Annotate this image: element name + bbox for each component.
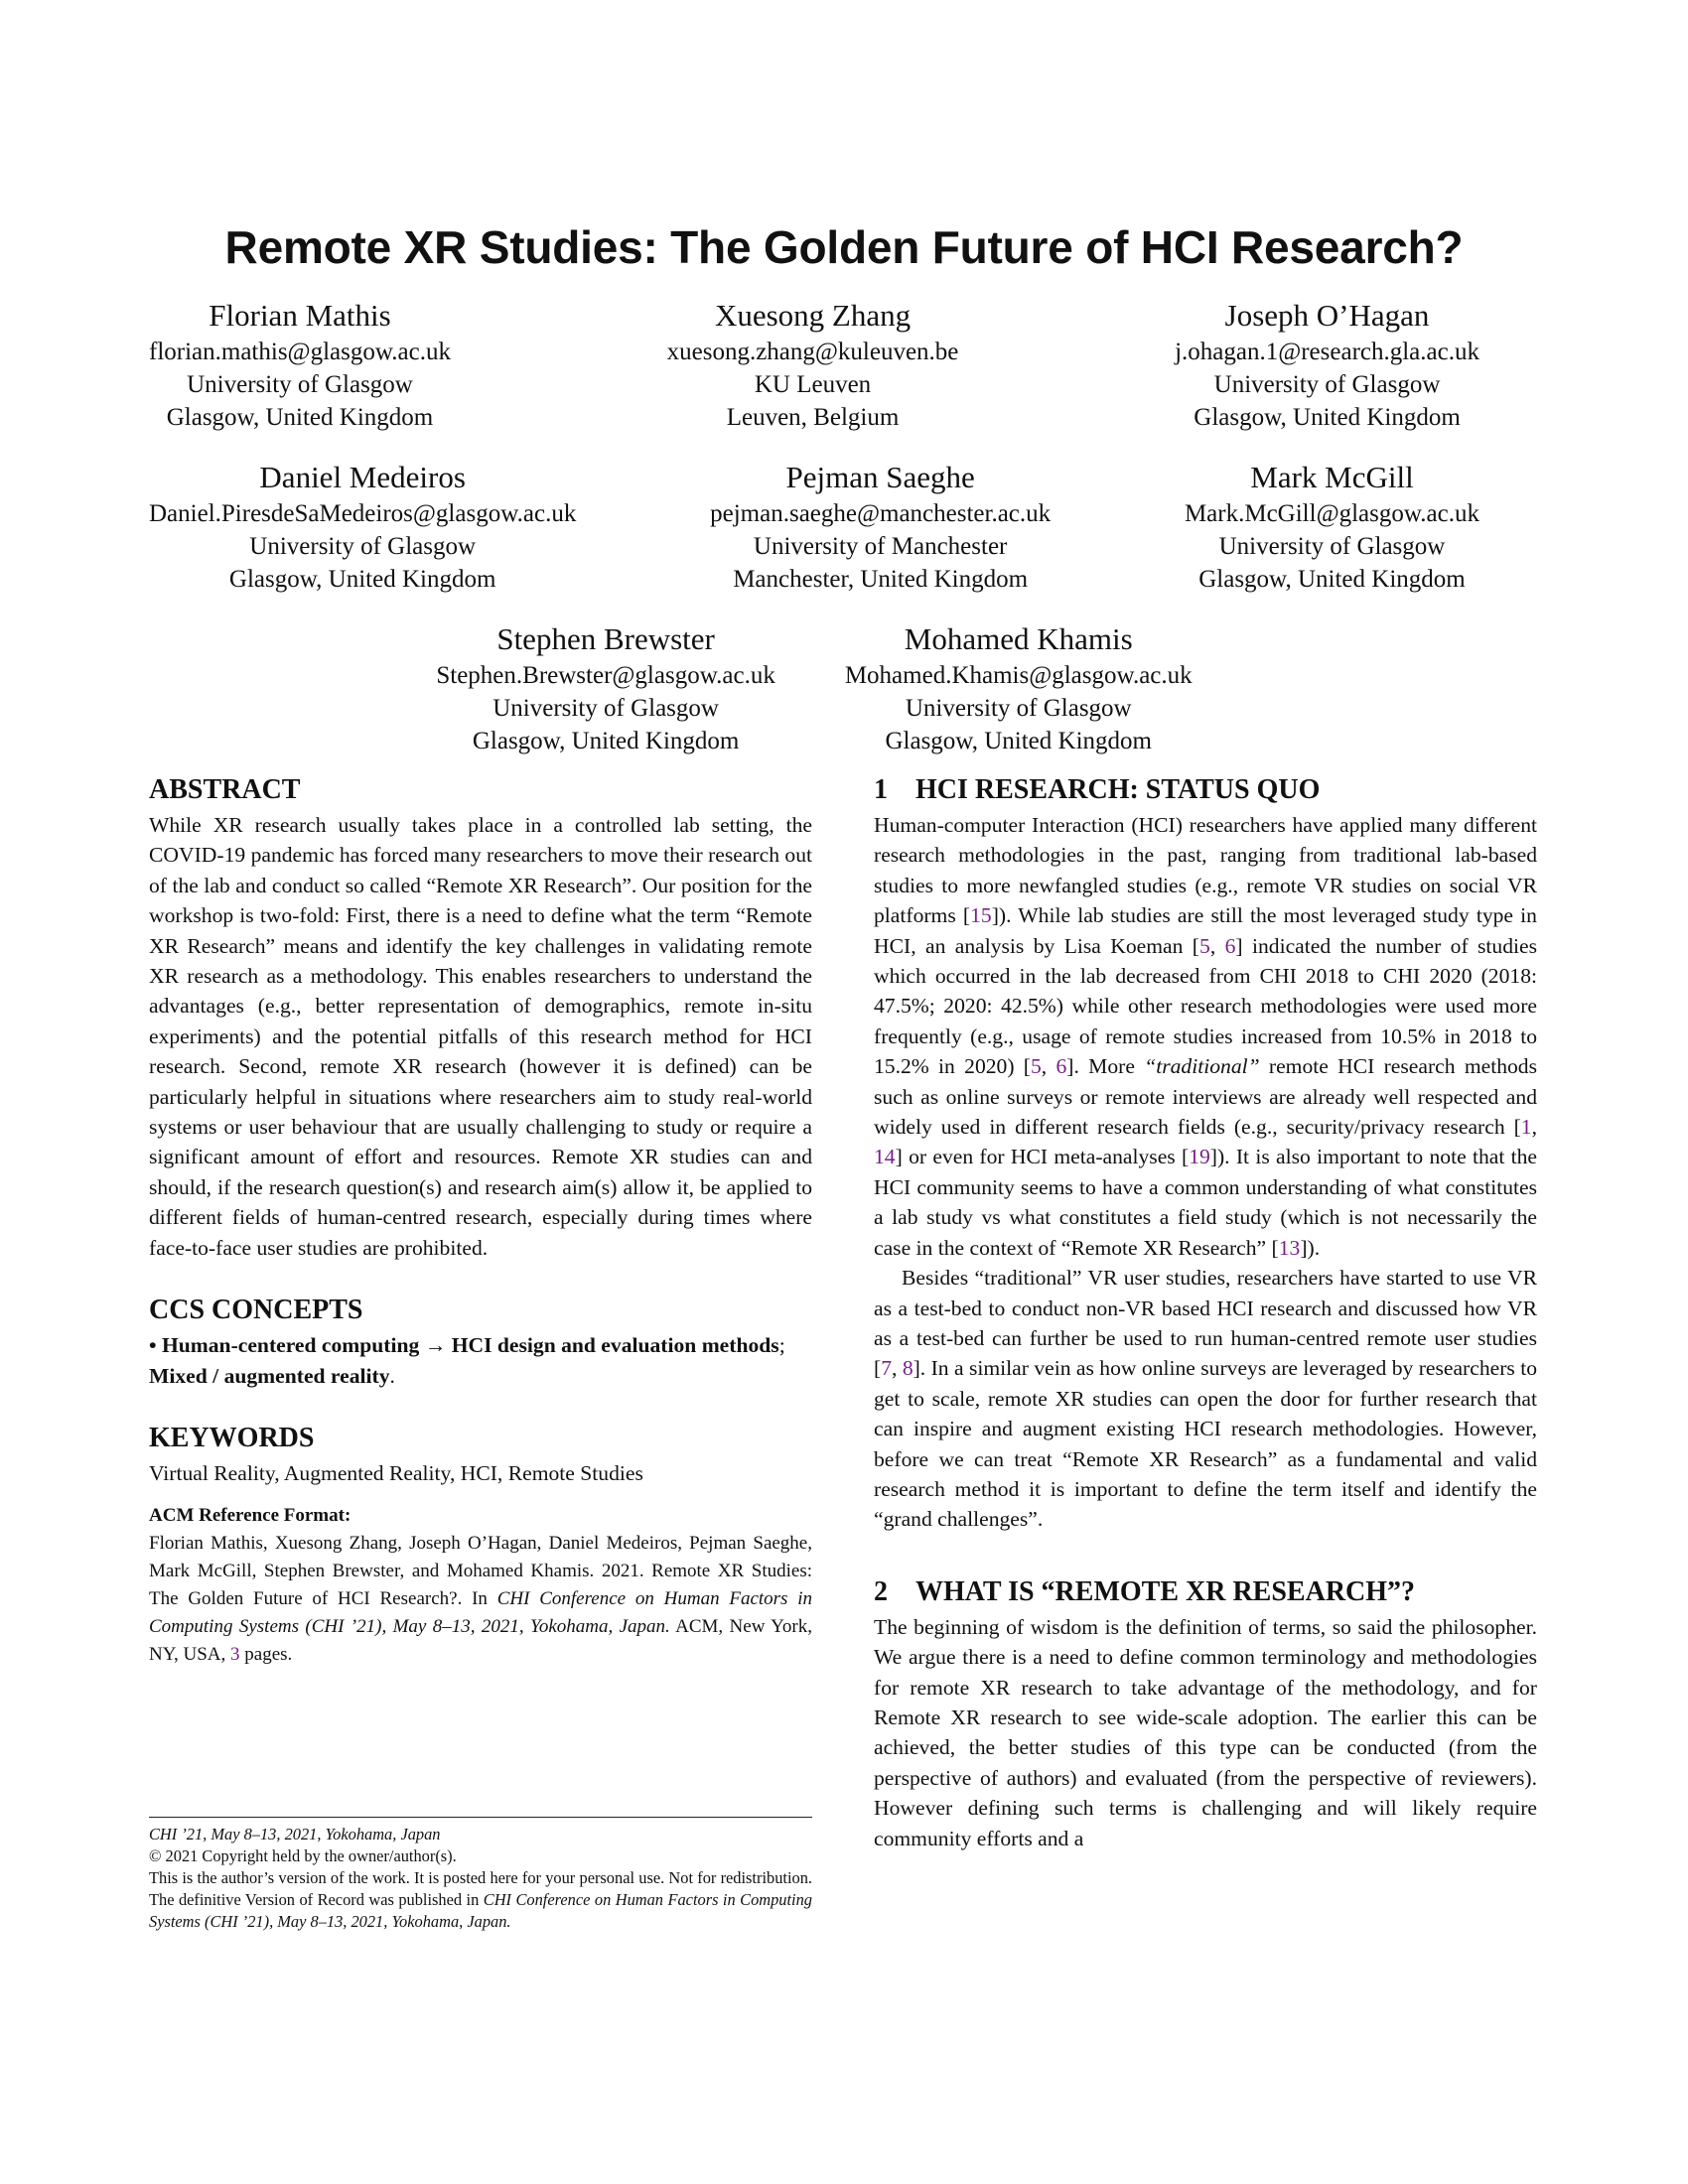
author-row — [149, 458, 1479, 596]
section-title: HCI RESEARCH: STATUS QUO — [915, 774, 1321, 805]
author-entry — [1175, 296, 1479, 434]
author-location: Glasgow, United Kingdom — [228, 566, 496, 593]
citation-link[interactable]: 15 — [970, 903, 992, 928]
text-run: ]. In a similar vein as how online surveys are leveraged by researchers to get to scale, remote XR studies can open the door for further research that can inspire and augment existing HCI research methodologies. However, before we can treat “Remote XR Research” as a fundamental and valid research method it is important to define the term itself and identify the “grand challenges”. — [874, 1356, 1538, 1532]
text-run: ] indicated the number of studies which occurred in the lab decreased from CHI 2018 to CHI 2020 (2018: 47.5%; 2020: 42.5%) while other research methodologies were used more frequently (e.g., usage of remote studies increased from 10.5% in 2018 to 15.2% in 2020) [ — [874, 933, 1538, 1079]
author-name: Joseph O’Hagan — [1224, 298, 1430, 333]
author-affiliation: University of Glasgow — [905, 695, 1132, 722]
text-run: ]). While lab studies are still the most leveraged study type in HCI, an analysis by Lisa Koeman [ — [874, 903, 1537, 958]
citation-link[interactable]: 1 — [1520, 1115, 1532, 1140]
abstract-heading: ABSTRACT — [149, 774, 301, 805]
author-email[interactable]: j.ohagan.1@research.gla.ac.uk — [1175, 339, 1479, 365]
ccs-concept: Mixed / augmented reality — [149, 1363, 390, 1388]
keywords-heading: KEYWORDS — [149, 1422, 315, 1453]
section-2-heading — [874, 1574, 1537, 1610]
text-run: , — [1209, 933, 1225, 958]
author-location: Glasgow, United Kingdom — [472, 728, 740, 754]
abstract-text: While XR research usually takes place in a controlled lab setting, the COVID-19 pandemic has forced many researchers to move their research out of the lab and conduct so called “Remote XR Research”. Our position for the workshop is two-fold: First, there is a need to define what the term “Remote XR Research” means and identify the key challenges in validating remote XR research as a methodology. This enables researchers to understand the advantages (e.g., better representation of demographics, remote in-situ experiments) and the potential pitfalls of this research method for HCI research. Second, remote XR research (however it is defined) can be particularly helpful in situations where researchers aim to study real-world systems or user behaviour that are usually challenging to study or require a significant amount of effort and resources. Remote XR studies can and should, if the research question(s) and research aim(s) allow it, be applied to different fields of human-centred research, especially during times where face-to-face user studies are prohibited. — [149, 813, 812, 1260]
ccs-end: . — [389, 1363, 395, 1388]
author-name: Mark McGill — [1250, 460, 1414, 494]
author-entry — [149, 296, 451, 434]
text-run: ]). — [1300, 1235, 1321, 1260]
author-row — [149, 619, 1479, 757]
author-email[interactable]: Mark.McGill@glasgow.ac.uk — [1184, 500, 1479, 527]
author-name: Pejman Saeghe — [785, 460, 975, 494]
author-email[interactable]: Mohamed.Khamis@glasgow.ac.uk — [844, 662, 1193, 689]
text-run: Besides “traditional” VR user studies, researchers have started to use VR as a test-bed to conduct non-VR based HCI research and discussed how VR as a test-bed can further be used to run human-centred remote user studies [ — [874, 1266, 1537, 1381]
author-entry — [149, 458, 576, 596]
author-location: Leuven, Belgium — [726, 404, 900, 431]
acm-ref-part: pages. — [239, 1644, 293, 1666]
author-location: Glasgow, United Kingdom — [885, 728, 1152, 754]
text-run: ] or even for HCI meta-analyses [ — [895, 1145, 1190, 1169]
ccs-bullet: • — [149, 1333, 157, 1358]
author-entry — [436, 619, 774, 757]
author-email[interactable]: xuesong.zhang@kuleuven.be — [666, 339, 959, 365]
citation-link[interactable]: 5 — [1031, 1054, 1042, 1079]
section-title: WHAT IS “REMOTE XR RESEARCH”? — [915, 1575, 1416, 1607]
section-2 — [874, 1574, 1537, 1853]
citation-link[interactable]: 7 — [881, 1356, 892, 1381]
author-affiliation: University of Glasgow — [492, 695, 719, 722]
author-affiliation: University of Glasgow — [187, 371, 413, 398]
text-run: remote HCI research methods such as online surveys or remote interviews are already well respected and widely used in different research fields (e.g., security/privacy research [ — [874, 1054, 1537, 1140]
footnote-copyright: © 2021 Copyright held by the owner/author(s). — [149, 1846, 457, 1865]
author-name: Daniel Medeiros — [259, 460, 466, 494]
ccs-heading: CCS CONCEPTS — [149, 1295, 363, 1326]
copyright-footnote — [149, 1817, 812, 1933]
acm-reference — [149, 1502, 812, 1669]
ccs-arrow: → — [424, 1333, 447, 1358]
author-email[interactable]: florian.mathis@glasgow.ac.uk — [149, 339, 451, 365]
author-name: Stephen Brewster — [496, 621, 715, 656]
author-entry — [1185, 458, 1479, 596]
acm-ref-venue: CHI Conference on Human Factors in Computing Systems (CHI ’21), May 8–13, 2021, Yokohama, Japan. — [149, 1588, 813, 1638]
ccs-concept: Human-centered computing — [161, 1333, 420, 1358]
author-entry — [845, 619, 1193, 757]
section-number: 1 — [874, 774, 888, 805]
author-affiliation: University of Glasgow — [249, 533, 477, 560]
author-entry — [710, 458, 1051, 596]
author-email[interactable]: Daniel.PiresdeSaMedeiros@glasgow.ac.uk — [149, 500, 577, 527]
author-block — [149, 296, 1479, 781]
left-column — [149, 772, 812, 1669]
author-affiliation: University of Glasgow — [1218, 533, 1446, 560]
author-location: Glasgow, United Kingdom — [1194, 404, 1461, 431]
citation-link[interactable]: 5 — [1199, 933, 1210, 958]
abstract-section — [149, 772, 812, 1263]
author-entry — [667, 296, 959, 434]
section-1-heading — [874, 772, 1537, 808]
footnote-venue: CHI ’21, May 8–13, 2021, Yokohama, Japan — [149, 1825, 441, 1843]
text-run: , — [1041, 1054, 1056, 1079]
section-2-paragraph-1: The beginning of wisdom is the definition of terms, so said the philosopher. We argue there is a need to define common terminology and methodologies for remote XR research to take advantage of the methodology, and for Remote XR research to see wide-scale adoption. The earlier this can be achieved, the better studies of this type can be conducted (from the perspective of authors) and evaluated (from the perspective of reviewers). However defining such terms is challenging and will likely require community efforts and a — [874, 1614, 1537, 1850]
citation-link[interactable]: 8 — [902, 1356, 914, 1381]
section-1-paragraph-1 — [874, 810, 1537, 1263]
emphasis-text: “traditional” — [1144, 1054, 1260, 1079]
footnote-venue-full: CHI Conference on Human Factors in Computing Systems (CHI ’21), May 8–13, 2021, Yokohama, Japan. — [149, 1890, 812, 1931]
citation-link[interactable]: 6 — [1224, 933, 1236, 958]
paper-title: Remote XR Studies: The Golden Future of HCI Research? — [224, 221, 1464, 273]
section-1 — [874, 772, 1537, 1535]
citation-link[interactable]: 13 — [1278, 1235, 1301, 1260]
citation-link[interactable]: 6 — [1055, 1054, 1067, 1079]
ccs-separator: ; — [778, 1333, 785, 1358]
text-run: , — [1531, 1115, 1537, 1140]
author-affiliation: University of Glasgow — [1213, 371, 1441, 398]
keywords-section — [149, 1421, 812, 1488]
keywords-text: Virtual Reality, Augmented Reality, HCI, Remote Studies — [149, 1460, 643, 1485]
author-row — [149, 296, 1479, 434]
author-name: Xuesong Zhang — [714, 298, 912, 333]
acm-reference-text — [149, 1530, 812, 1669]
acm-ref-part: ACM, New York, NY, USA, — [149, 1616, 812, 1666]
footnote-notice — [149, 1867, 812, 1933]
section-1-paragraph-2 — [874, 1263, 1537, 1535]
footnote-rule — [149, 1817, 812, 1818]
author-email[interactable]: Stephen.Brewster@glasgow.ac.uk — [436, 662, 775, 689]
citation-link[interactable]: 19 — [1189, 1145, 1210, 1169]
ccs-section — [149, 1293, 812, 1391]
acm-ref-part: Florian Mathis, Xuesong Zhang, Joseph O’Hagan, Daniel Medeiros, Pejman Saeghe, Mark McGill, Stephen Brewster, and Mohamed Khamis. 2021. Remote XR Studies: The Golden Future of HCI Research?. In — [149, 1533, 812, 1610]
page-count-link[interactable]: 3 — [230, 1644, 240, 1666]
author-location: Glasgow, United Kingdom — [166, 404, 434, 431]
author-location: Manchester, United Kingdom — [733, 566, 1029, 593]
author-affiliation: University of Manchester — [753, 533, 1008, 560]
ccs-concept: HCI design and evaluation methods — [451, 1333, 779, 1358]
author-name: Mohamed Khamis — [904, 621, 1133, 656]
author-name: Florian Mathis — [209, 298, 391, 333]
ccs-text — [149, 1330, 812, 1391]
section-number: 2 — [874, 1575, 888, 1607]
text-run: ]. More — [1066, 1054, 1145, 1079]
text-run: ]). It is also important to note that the HCI community seems to have a common understanding of what constitutes a lab study vs what constitutes a field study (which is not necessarily the case in the context of “Remote XR Research” [ — [874, 1145, 1537, 1260]
acm-reference-heading: ACM Reference Format: — [149, 1505, 352, 1527]
author-email[interactable]: pejman.saeghe@manchester.ac.uk — [710, 500, 1052, 527]
author-location: Glasgow, United Kingdom — [1198, 566, 1466, 593]
text-run: , — [892, 1356, 903, 1381]
footnote-notice-text: This is the author’s version of the work. It is posted here for your personal use. Not for redistribution. The definitive Version of Record was published in — [149, 1868, 812, 1909]
right-column — [874, 772, 1537, 1883]
citation-link[interactable]: 14 — [874, 1145, 896, 1169]
author-affiliation: KU Leuven — [754, 371, 872, 398]
text-run: Human-computer Interaction (HCI) researchers have applied many different research methodologies in the past, ranging from traditional lab-based studies to more newfangled studies (e.g., remote VR studies on social VR platforms [ — [874, 813, 1537, 928]
